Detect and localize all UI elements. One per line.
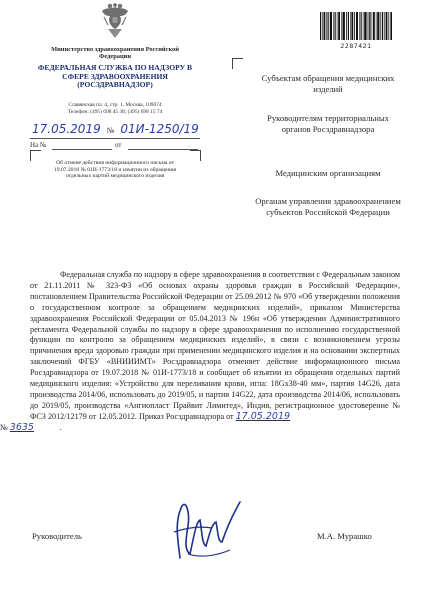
recipient-4: Органам управления здравоохранением субъектов Российской Федерации [255,196,401,217]
registration-line [30,120,200,139]
order-number: 3635 [9,421,34,433]
reference-line [30,141,200,153]
barcode-number: 2287421 [340,42,372,50]
recipient-3: Медицинским организациям [275,168,381,178]
signatory-name: М.А. Мурашко [317,531,372,541]
order-number-label: № [0,422,8,432]
signatory-title: Руководитель [32,531,82,541]
letter-body: Федеральная служба по надзору в сфере здравоохранения в соответствии с Федеральным законом от 21.11.2011 № 323-ФЗ «Об основах охраны здоровья граждан в Российской Федерации», постановлением Правительства Российской Федерации от 25.09.2012 № 970 «Об утверждении положения о государственном контроле за обращением медицинских изделий», приказом Министерства здравоохранения Российской Федерации от 05.04.2013 № 196н «Об утверждении Административного регламента Федеральной службы по надзору в сфере здравоохранения по исполнению государственной функции по контролю за обращением медицинских изделий», в связи с возникновением угрозы причинения вреда здоровью граждан при применении медицинского изделия и на основании экспертных заключений ФГБУ «ВНИИИМТ» Росздравнадзора отменяет действие информационного письма Росздравнадзора от 19.07.2018 № 01И-1773/18 и сообщает об изъятии из обращения отдельных партий медицинского изделия: «Устройство для переливания крови, игла: 18Gx38-40 мм», партия 14G26, дата производства 2014/06, использовать до 2019/05, и партия 14G22, дата производства 2014/06, использовать до 2019/05, производства «Ангиопласт Прайвит Лимитед», Индия, регистрационное удостоверение № ФСЗ 2012/12179 от 12.05.2012. Приказ Росздравнадзора от 17.05.2019 № 3635 . [0,270,400,433]
recipient-2: Руководителям территориальных органов Росздравнадзора [267,113,389,134]
body-paragraph: Федеральная служба по надзору в сфере здравоохранения в соответствии с Федеральным законом от 21.11.2011 № 323-ФЗ «Об основах охраны здоровья граждан в Российской Федерации», постановлением Правительства Российской Федерации от 25.09.2012 № 970 «Об утверждении положения о государственном контроле за обращением медицинских изделий», приказом Министерства здравоохранения Российской Федерации от 05.04.2013 № 196н «Об утверждении Административного регламента Федеральной службы по надзору в сфере здравоохранения по исполнению государственной функции по контролю за обращением медицинских изделий», в связи с возникновением угрозы причинения вреда здоровью граждан при применении медицинского изделия и на основании экспертных заключений ФГБУ «ВНИИИМТ» Росздравнадзора отменяет действие информационного письма Росздравнадзора от 19.07.2018 № 01И-1773/18 и сообщает об изъятии из обращения отдельных партий медицинского изделия: «Устройство для переливания крови, игла: 18Gx38-40 мм», партия 14G26, дата производства 2014/06, использовать до 2019/05, и партия 14G22, дата производства 2014/06, использовать до 2019/05, производства «Ангиопласт Прайвит Лимитед», Индия, регистрационное удостоверение № ФСЗ 2012/12179 от 12.05.2012. Приказ Росздравнадзора от [30,270,400,421]
handwritten-signature [160,492,250,564]
barcode [320,12,392,40]
order-date: 17.05.2019 [235,410,291,422]
address-line: Славянская пл. 4, стр. 1, Москва, 109074 [68,102,162,108]
subject-corner-right [190,150,201,161]
address-block [40,102,190,115]
reference-no-label: На № [30,141,47,149]
letter-subject: Об отмене действия информационного письма от 19.07.2018 № 01И-1773/18 и изъятии из обращения отдельных партий медицинского изделия [53,160,177,180]
number-sign: № [106,126,115,135]
reference-number-blank [52,149,112,150]
registration-date: 17.05.2019 [32,122,101,136]
recipient-corner [232,58,243,69]
coat-of-arms-emblem [100,3,130,41]
ministry-name: Министерство здравоохранения Российской Федерации [51,46,179,61]
reference-from-label: от [115,141,122,149]
reference-date-blank [128,149,198,150]
recipient-1: Субъектам обращения медицинских изделий [261,73,395,94]
subject-corner-left [30,150,41,161]
service-name: ФЕДЕРАЛЬНАЯ СЛУЖБА ПО НАДЗОРУ В СФЕРЕ ЗДРАВООХРАНЕНИЯ (РОСЗДРАВНАДЗОР) [37,63,193,90]
registration-number: 01И-1250/19 [120,122,199,136]
phone-line: Телефон: (495) 698 45 38; (495) 698 15 74 [67,108,163,115]
